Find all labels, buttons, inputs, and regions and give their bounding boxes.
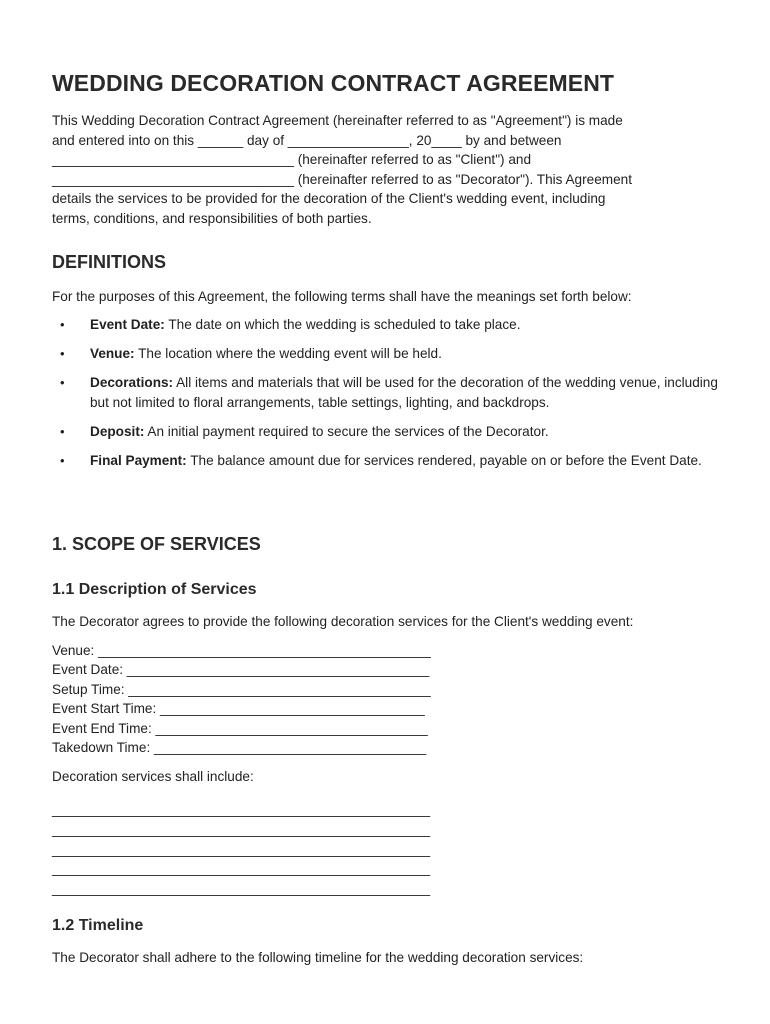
service-fields <box>52 641 431 757</box>
definition-term: Deposit: <box>90 424 145 440</box>
intro-line: ________________________________ (hereinafter referred to as "Client") and <box>52 152 532 168</box>
bullet-icon: • <box>60 317 65 332</box>
intro-line: This Wedding Decoration Contract Agreement (hereinafter referred to as "Agreement") is made <box>52 113 623 128</box>
event-end-time-field[interactable]: Event End Time: ____________________________________ <box>52 720 428 736</box>
definitions-list <box>52 315 722 481</box>
bullet-icon: • <box>60 453 65 469</box>
bullet-icon: • <box>60 375 65 391</box>
document-title: WEDDING DECORATION CONTRACT AGREEMENT <box>52 70 615 96</box>
services-label: Decoration services shall include: <box>52 769 254 784</box>
definition-item <box>52 451 722 471</box>
definition-text: The balance amount due for services rendered, payable on or before the Event Date. <box>186 453 702 469</box>
definition-text: All items and materials that will be used for the decoration of the wedding venue, including but not limited to floral arrangements, table settings, lighting, and backdrops. <box>90 375 718 410</box>
description-lead: The Decorator agrees to provide the following decoration services for the Client's wedding event: <box>52 614 634 629</box>
intro-line: details the services to be provided for the decoration of the Client's wedding event, including <box>52 191 606 207</box>
definition-text: The location where the wedding event will be held. <box>134 346 442 362</box>
intro-paragraph <box>52 111 722 229</box>
event-start-time-field[interactable]: Event Start Time: ___________________________________ <box>52 701 425 717</box>
definition-item <box>52 315 722 335</box>
venue-field[interactable]: Venue: ____________________________________________ <box>52 643 431 658</box>
definition-text: An initial payment required to secure the services of the Decorator. <box>144 424 549 440</box>
description-of-services-heading: 1.1 Description of Services <box>52 581 257 598</box>
timeline-heading: 1.2 Timeline <box>52 917 144 934</box>
services-blank-lines <box>52 800 430 899</box>
definition-term: Final Payment: <box>90 453 187 469</box>
blank-line[interactable]: __________________________________________________ <box>52 861 431 877</box>
definition-text: The date on which the wedding is scheduled to take place. <box>164 317 521 332</box>
intro-line: ________________________________ (hereinafter referred to as "Decorator"). This Agreement <box>52 171 632 187</box>
intro-line: terms, conditions, and responsibilities of both parties. <box>52 210 372 226</box>
blank-line[interactable]: __________________________________________________ <box>52 841 431 857</box>
blank-line[interactable]: __________________________________________________ <box>52 821 431 837</box>
bullet-icon: • <box>60 346 65 362</box>
definition-item <box>52 344 722 364</box>
definitions-heading: DEFINITIONS <box>52 252 167 272</box>
bullet-icon: • <box>60 424 65 440</box>
definition-term: Venue: <box>90 346 135 362</box>
takedown-time-field[interactable]: Takedown Time: ____________________________________ <box>52 740 427 756</box>
definition-term: Decorations: <box>90 375 174 391</box>
blank-line[interactable]: __________________________________________________ <box>52 881 431 897</box>
blank-line[interactable]: __________________________________________________ <box>52 802 431 817</box>
definition-term: Event Date: <box>90 317 165 332</box>
definitions-lead: For the purposes of this Agreement, the following terms shall have the meanings set forth below: <box>52 289 632 304</box>
intro-line: and entered into on this ______ day of ________________, 20____ by and between <box>52 132 562 148</box>
definition-item <box>52 373 722 412</box>
setup-time-field[interactable]: Setup Time: ________________________________________ <box>52 681 431 697</box>
event-date-field[interactable]: Event Date: ________________________________________ <box>52 662 430 678</box>
timeline-lead: The Decorator shall adhere to the following timeline for the wedding decoration services: <box>52 950 584 965</box>
definition-item <box>52 422 722 442</box>
scope-heading: 1. SCOPE OF SERVICES <box>52 534 261 554</box>
